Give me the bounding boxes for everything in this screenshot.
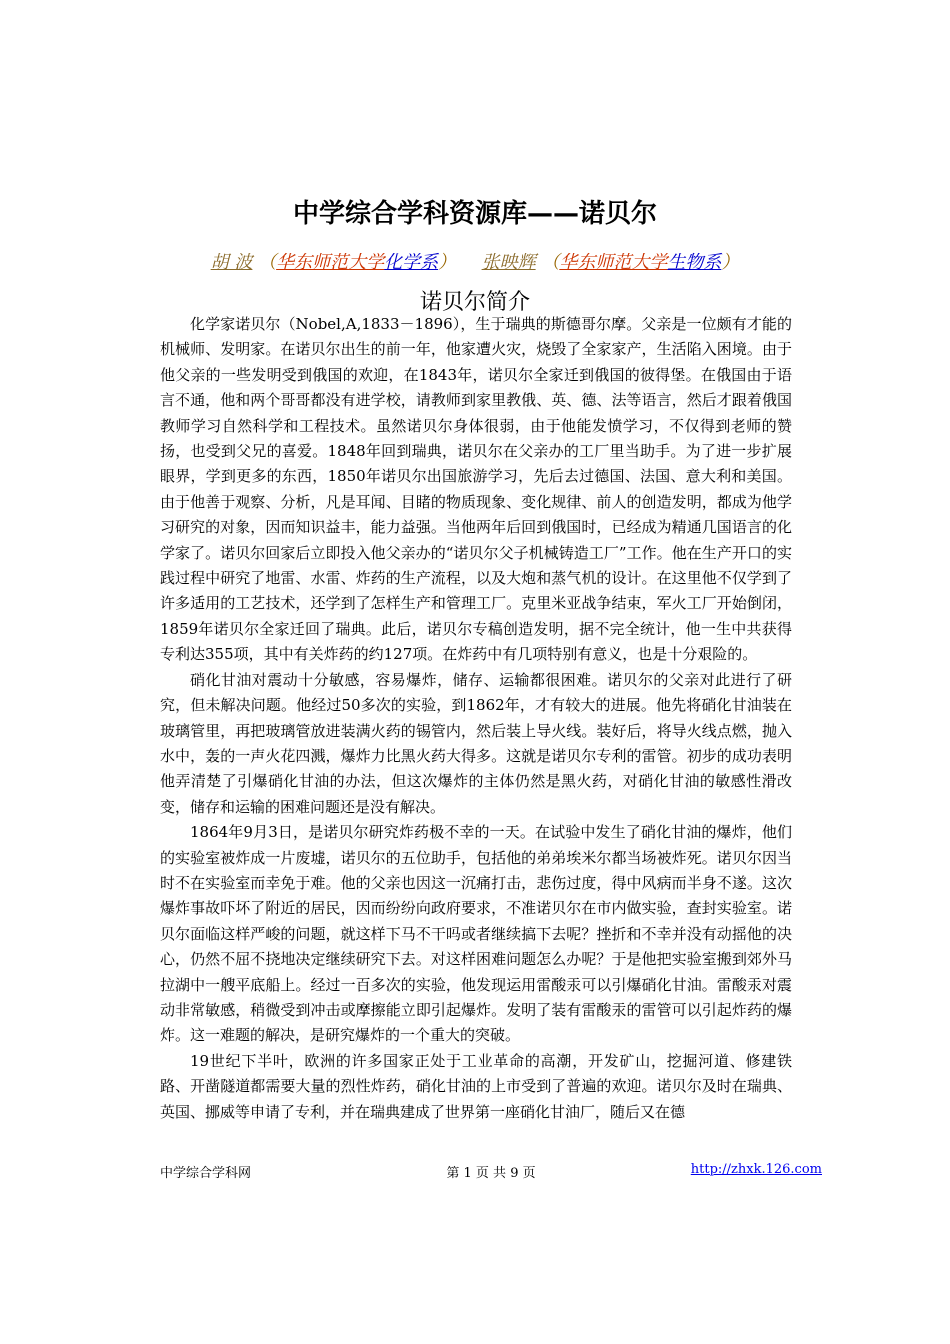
department-link-chemistry[interactable]: 化学系: [384, 252, 439, 273]
paren-open: （: [258, 252, 277, 273]
paragraph: 1864年9月3日，是诺贝尔研究炸药极不幸的一天。在试验中发生了硝化甘油的爆炸，他们的实验室被炸成一片废墟，诺贝尔的五位助手，包括他的弟弟埃米尔都当场被炸死。诺贝尔因当时不在实验室而幸免于难。他的父亲也因这一沉痛打击，悲伤过度，得中风病而半身不遂。这次爆炸事故吓坏了附近的居民，因而纷纷向政府要求，不准诺贝尔在市内做实验，查封实验室。诺贝尔面临这样严峻的问题，就这样下马不干吗或者继续搞下去呢？挫折和不幸并没有动摇他的决心，仍然不屈不挠地决定继续研究下去。对这样困难问题怎么办呢？于是他把实验室搬到郊外马拉湖中一艘平底船上。经过一百多次的实验，他发现运用雷酸汞可以引爆硝化甘油。雷酸汞对震动非常敏感，稍微受到冲击或摩擦能立即引起爆炸。发明了装有雷酸汞的雷管可以引起炸药的爆炸。这一难题的解决，是研究爆炸的一个重大的突破。: [160, 823, 792, 1045]
author-link-zhang-yinghui[interactable]: 张映辉: [481, 252, 536, 273]
author-line: [0, 248, 950, 274]
footer-page-number: 第 1 页 共 9 页: [446, 1166, 536, 1181]
document-title: 中学综合学科资源库——诺贝尔: [292, 199, 657, 229]
body-text: [160, 312, 792, 1125]
paren-close: ）: [721, 252, 740, 273]
footer-url-link[interactable]: http://zhxk.126.com: [690, 1162, 822, 1177]
department-link-biology[interactable]: 生物系: [667, 252, 722, 273]
paragraph: 硝化甘油对震动十分敏感，容易爆炸，储存、运输都很困难。诺贝尔的父亲对此进行了研究，但未解决问题。他经过50多次的实验，到1862年，才有较大的进展。他先将硝化甘油装在玻璃管里，再把玻璃管放进装满火药的锡管内，然后装上导火线。装好后，将导火线点燃，抛入水中，轰的一声火花四溅，爆炸力比黑火药大得多。这就是诺贝尔专利的雷管。初步的成功表明他弄清楚了引爆硝化甘油的办法，但这次爆炸的主体仍然是黑火药，对硝化甘油的敏感性滑改变，储存和运输的困难问题还是没有解决。: [160, 670, 792, 816]
page-footer: [160, 1162, 822, 1184]
paragraph: 化学家诺贝尔（Nobel,A,1833－1896），生于瑞典的斯德哥尔摩。父亲是一位颇有才能的机械师、发明家。在诺贝尔出生的前一年，他家遭火灾，烧毁了全家家产，生活陷入困境。由于他父亲的一些发明受到俄国的欢迎，在1843年，诺贝尔全家迁到俄国的彼得堡。在俄国由于语言不通，他和两个哥哥都没有进学校，请教师到家里教俄、英、德、法等语言，然后才跟着俄国教师学习自然科学和工程技术。虽然诺贝尔身体很弱，由于他能发愤学习，不仅得到老师的赞扬，也受到父兄的喜爱。1848年回到瑞典，诺贝尔在父亲办的工厂里当助手。为了进一步扩展眼界，学到更多的东西，1850年诺贝尔出国旅游学习，先后去过德国、法国、意大利和美国。由于他善于观察、分析，凡是耳闻、目睹的物质现象、变化规律、前人的创造发明，都成为他学习研究的对象，因而知识益丰，能力益强。当他两年后回到俄国时，已经成为精通几国语言的化学家了。诺贝尔回家后立即投入他父亲办的“诺贝尔父子机械铸造工厂”工作。他在生产开口的实践过程中研究了地雷、水雷、炸药的生产流程，以及大炮和蒸气机的设计。在这里他不仅学到了许多适用的工艺技术，还学到了怎样生产和管理工厂。克里米亚战争结束，军火工厂开始倒闭，1859年诺贝尔全家迁回了瑞典。此后，诺贝尔专稿创造发明，据不完全统计，他一生中共获得专利达355项，其中有关炸药的约127项。在炸药中有几项特别有意义，也是十分艰险的。: [160, 315, 792, 664]
section-title: 诺贝尔简介: [419, 290, 530, 315]
author-link-hu-bo[interactable]: 胡 波: [210, 252, 253, 273]
university-link[interactable]: 华东师范大学: [276, 252, 385, 273]
paragraph: 19世纪下半叶，欧洲的许多国家正处于工业革命的高潮，开发矿山，挖掘河道、修建铁路、开凿隧道都需要大量的烈性炸药，硝化甘油的上市受到了普遍的欢迎。诺贝尔及时在瑞典、英国、挪威等申请了专利，并在瑞典建成了世界第一座硝化甘油厂，随后又在德: [160, 1051, 792, 1121]
paren-close: ）: [438, 252, 457, 273]
footer-site-name: 中学综合学科网: [160, 1166, 252, 1181]
university-link[interactable]: 华东师范大学: [559, 252, 668, 273]
paren-open: （: [541, 252, 560, 273]
